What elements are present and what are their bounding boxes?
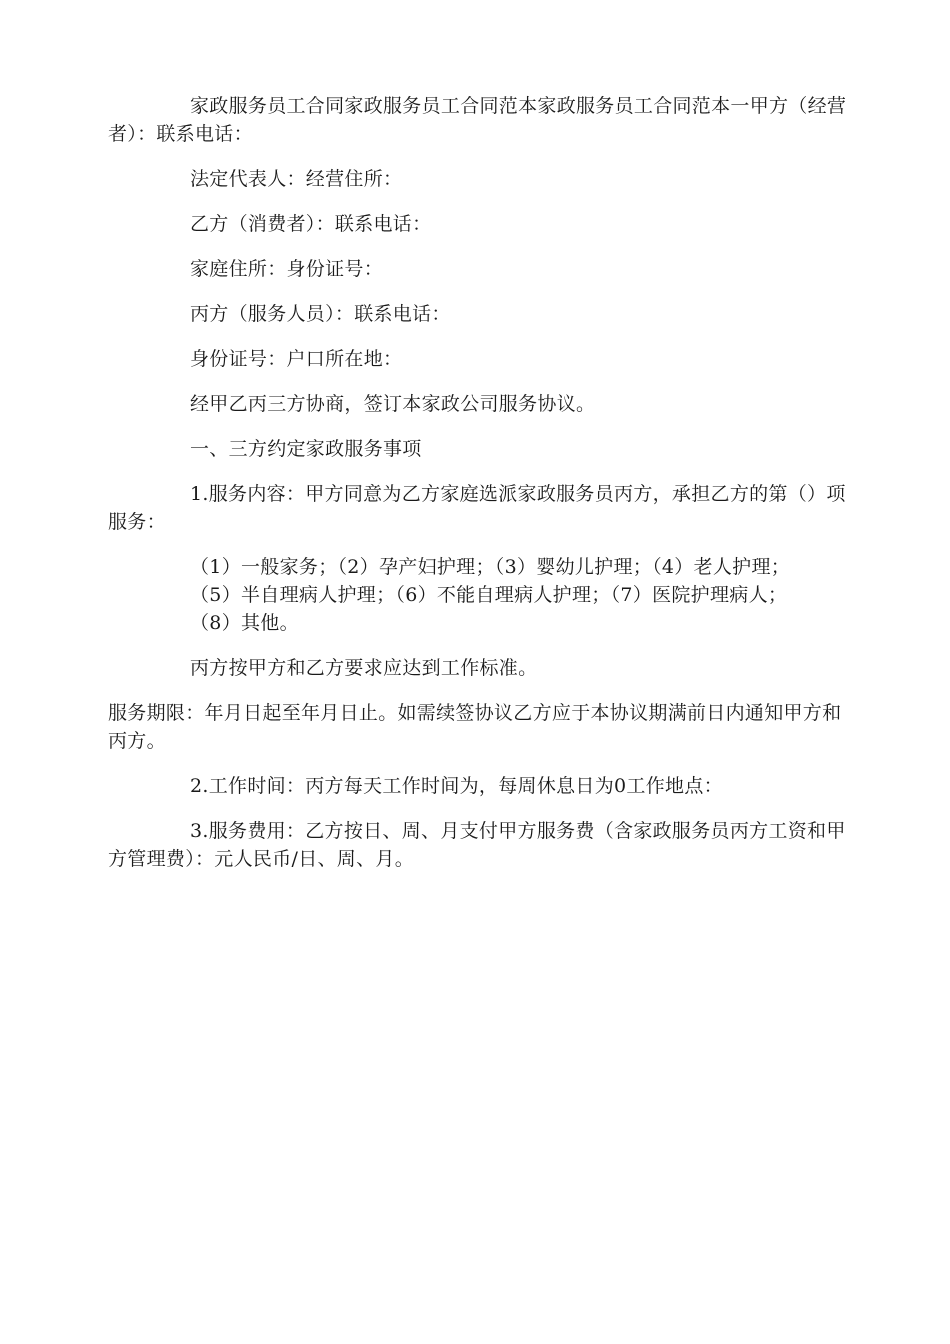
id-household-paragraph: 身份证号：户口所在地： xyxy=(190,348,403,370)
list-item: （5）半自理病人护理；（6）不能自理病人护理；（7）医院护理病人； xyxy=(190,584,788,606)
agreement-paragraph: 经甲乙丙三方协商，签订本家政公司服务协议。 xyxy=(190,393,596,415)
service-content-paragraph: 1.服务内容：甲方同意为乙方家庭选派家政服务员丙方，承担乙方的第（）项服务： xyxy=(108,483,846,533)
list-item: （8）其他。 xyxy=(190,612,299,634)
party-c-paragraph: 丙方（服务人员）：联系电话： xyxy=(190,303,451,325)
service-items-list xyxy=(108,553,856,637)
standard-paragraph: 丙方按甲方和乙方要求应达到工作标准。 xyxy=(190,657,538,679)
section-heading: 一、三方约定家政服务事项 xyxy=(190,438,422,460)
list-item: （1）一般家务；（2）孕产妇护理；（3）婴幼儿护理；（4）老人护理； xyxy=(190,556,791,578)
party-b-paragraph: 乙方（消费者）：联系电话： xyxy=(190,213,432,235)
term-paragraph: 服务期限：年月日起至年月日止。如需续签协议乙方应于本协议期满前日内通知甲方和丙方。 xyxy=(108,702,842,752)
work-time-paragraph: 2.工作时间：丙方每天工作时间为，每周休息日为0工作地点： xyxy=(190,775,723,797)
document-page xyxy=(108,92,856,890)
title-paragraph: 家政服务员工合同家政服务员工合同范本家政服务员工合同范本一甲方（经营者）：联系电话： xyxy=(108,95,847,145)
fee-paragraph: 3.服务费用：乙方按日、周、月支付甲方服务费（含家政服务员丙方工资和甲方管理费）：元人民币/日、周、月。 xyxy=(108,820,846,870)
home-address-paragraph: 家庭住所：身份证号： xyxy=(190,258,384,280)
legal-rep-paragraph: 法定代表人：经营住所： xyxy=(190,168,403,190)
